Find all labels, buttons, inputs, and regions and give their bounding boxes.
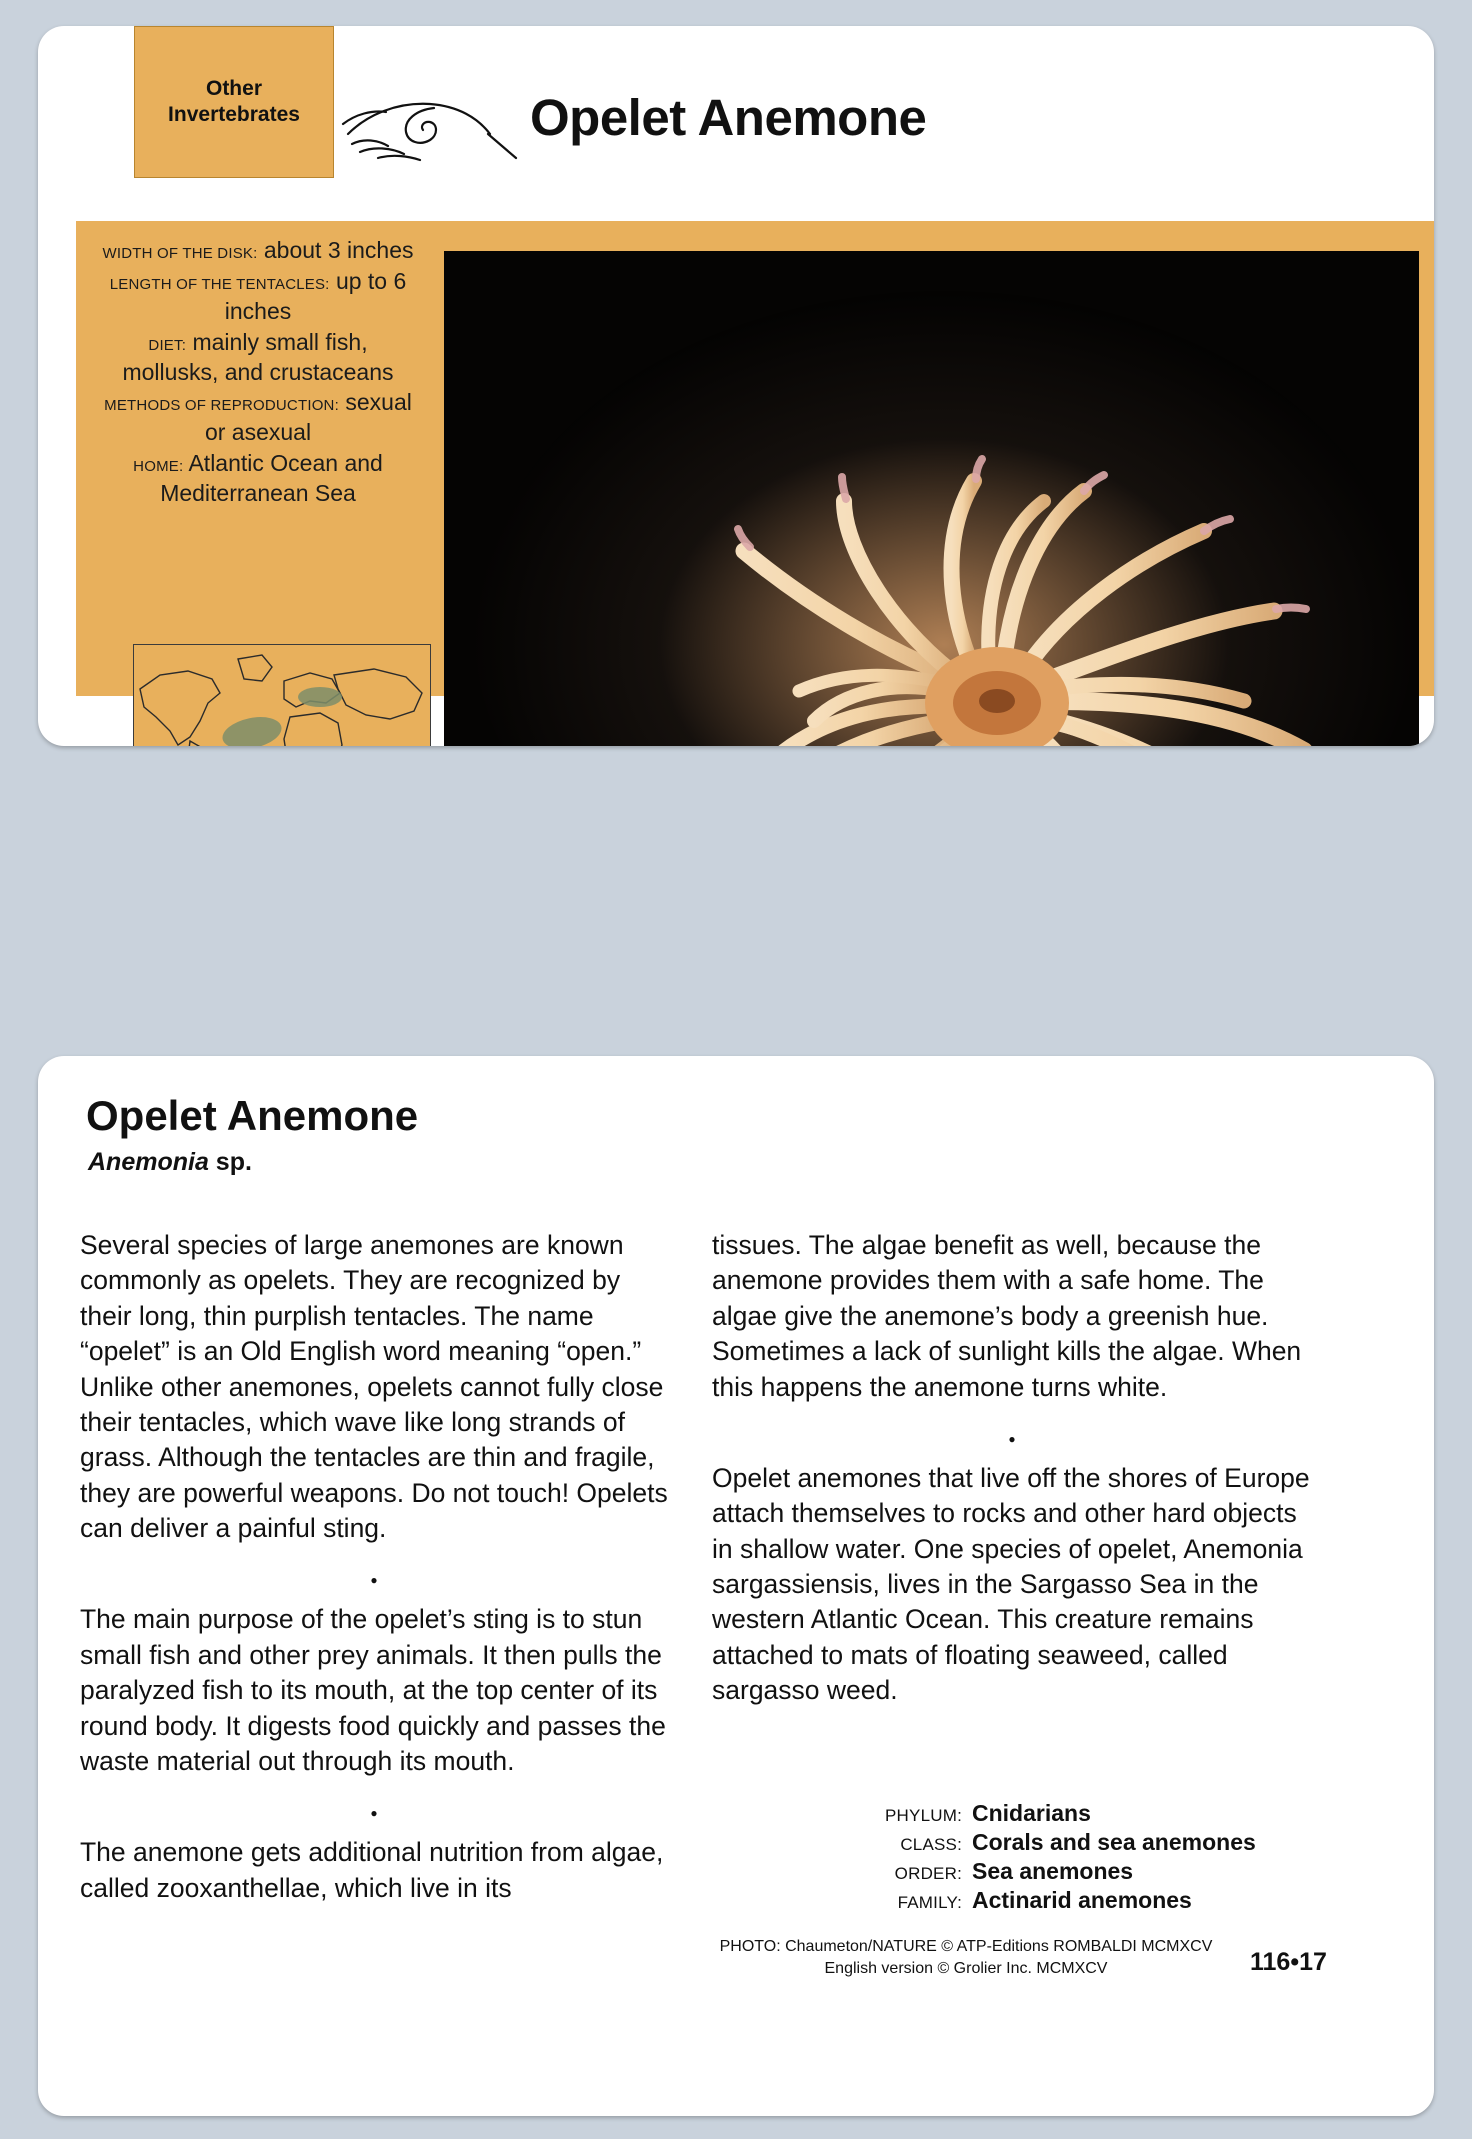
paragraph-separator: [80, 1779, 668, 1835]
fact-label: LENGTH OF THE TENTACLES:: [109, 275, 330, 293]
front-card: [38, 26, 1434, 746]
fact-row: [98, 328, 418, 388]
taxonomy-row: [850, 1829, 1320, 1856]
page-number: 116•17: [1250, 1948, 1327, 1976]
body-column-left: [80, 1228, 668, 1906]
taxonomy-label: ORDER:: [894, 1864, 962, 1883]
category-line-1: Other: [205, 77, 262, 101]
fact-label: DIET:: [148, 336, 187, 354]
fact-row: [98, 236, 418, 266]
paragraph: tissues. The algae benefit as well, because the anemone provides them with a safe home. The algae give the anemone’s body a greenish hue. Sometimes a lack of sunlight kills the algae. When this happens the anemone turns white.: [712, 1230, 1302, 1402]
fact-value: about 3 inches: [263, 237, 414, 263]
fact-label: METHODS OF REPRODUCTION:: [104, 397, 339, 415]
taxonomy-row: [850, 1800, 1320, 1827]
category-line-2: Invertebrates: [168, 103, 300, 126]
taxonomy-label: PHYLUM:: [885, 1806, 962, 1825]
anemone-photo: [444, 251, 1419, 746]
taxonomy-value: Cnidarians: [972, 1800, 1091, 1826]
photo-credits: [706, 1936, 1226, 1979]
fact-value: sexual or asexual: [204, 389, 412, 446]
fact-label: WIDTH OF THE DISK:: [102, 245, 258, 262]
category-badge: [134, 26, 334, 178]
paragraph: Several species of large anemones are known commonly as opelets. They are recognized by their long, thin purplish tentacles. The name “opelet” is an Old English word meaning “open.” Unlike other anemones, opelets cannot fully close their tentacles, which wave like long strands of grass. Although the tentacles are thin and fragile, they are powerful weapons. Do not touch! Opelets can deliver a painful sting.: [80, 1230, 668, 1543]
credits-line-2: English version © Grolier Inc. MCMXCV: [824, 1959, 1108, 1977]
taxonomy-label: FAMILY:: [897, 1893, 962, 1912]
paragraph: The main purpose of the opelet’s sting is to stun small fish and other prey animals. It then pulls the paralyzed fish to its mouth, at the top center of its round body. It digests food quickly and passes the waste material out through its mouth.: [80, 1604, 666, 1776]
taxonomy-row: [850, 1858, 1320, 1885]
range-map: [133, 644, 431, 746]
fact-list: [98, 236, 418, 510]
taxonomy-value: Actinarid anemones: [972, 1887, 1192, 1913]
back-page-title: Opelet Anemone: [86, 1092, 419, 1139]
taxonomy-label: CLASS:: [900, 1835, 962, 1854]
fact-label: HOME:: [133, 458, 184, 476]
scientific-genus: Anemonia: [88, 1148, 209, 1176]
taxonomy-value: Sea anemones: [972, 1858, 1134, 1884]
paragraph-separator: [712, 1405, 1312, 1461]
taxonomy-table: [850, 1800, 1320, 1916]
fact-value: Atlantic Ocean and Mediterranean Sea: [160, 450, 383, 507]
scientific-name: [88, 1148, 252, 1177]
front-left-white-strip: [38, 221, 76, 696]
body-column-right: [712, 1228, 1312, 1709]
paragraph: The anemone gets additional nutrition from algae, called zooxanthellae, which live in its: [80, 1837, 664, 1903]
fact-row: [98, 388, 418, 448]
taxonomy-row: [850, 1887, 1320, 1914]
fact-value: mainly small fish, mollusks, and crustaceans: [122, 328, 394, 385]
paragraph: Opelet anemones that live off the shores of Europe attach themselves to rocks and other hard objects in shallow water. One species of opelet, Anemonia sargassiensis, lives in the Sargasso Sea in the western Atlantic Ocean. This creature remains attached to mats of floating seaweed, called sargasso weed.: [712, 1462, 1310, 1706]
taxonomy-value: Corals and sea anemones: [972, 1829, 1256, 1855]
scientific-suffix: sp.: [208, 1148, 252, 1176]
credits-line-1: PHOTO: Chaumeton/NATURE © ATP-Editions ROMBALDI MCMXCV: [719, 1938, 1213, 1955]
fact-row: [98, 267, 418, 327]
page-title: Opelet Anemone: [530, 89, 927, 146]
paragraph-separator: [80, 1546, 668, 1602]
ocean-wave-icon: [338, 84, 518, 164]
fact-row: [98, 449, 418, 509]
fact-value: up to 6 inches: [224, 267, 407, 324]
